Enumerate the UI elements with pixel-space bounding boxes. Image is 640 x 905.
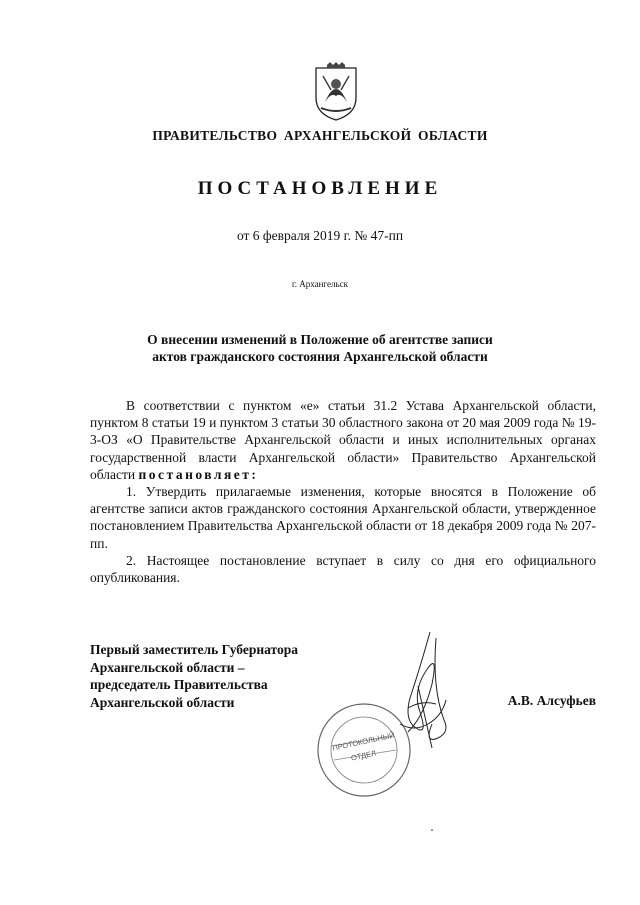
handwritten-signature [400, 632, 446, 748]
government-title: ПРАВИТЕЛЬСТВО АРХАНГЕЛЬСКОЙ ОБЛАСТИ [152, 128, 488, 143]
position-line: Первый заместитель Губернатора [90, 642, 298, 657]
signatory-name: А.В. Алсуфьев [507, 693, 596, 708]
intro-paragraph [90, 397, 596, 483]
document-city: г. Архангельск [292, 279, 348, 289]
document-type: ПОСТАНОВЛЕНИЕ [197, 178, 443, 199]
document-body [90, 397, 596, 586]
svg-text:ПРОТОКОЛЬНЫЙ: ПРОТОКОЛЬНЫЙ [331, 730, 396, 753]
coat-of-arms-emblem [313, 62, 359, 122]
position-line: председатель Правительства [90, 677, 268, 692]
subject-line-2: актов гражданского состояния Архангельской области [152, 349, 488, 364]
item-2-paragraph: 2. Настоящее постановление вступает в силу со дня его официального опубликования. [90, 552, 596, 586]
page-speck [431, 829, 433, 831]
signature-and-seal [312, 628, 452, 818]
subject-line-1: О внесении изменений в Положение об агентстве записи [147, 332, 493, 347]
position-line: Архангельской области [90, 694, 235, 710]
decrees-word: постановляет: [138, 466, 259, 482]
intro-text: В соответствии с пунктом «е» статьи 31.2 Устава Архангельской области, пунктом 8 статьи 19 и пунктом 3 статьи 30 областного закона от 20 мая 2009 года № 19-3-ОЗ «О Правительстве Архангельской области и иных исполнительных органах государственной власти Архангельской области» Правительство Архангельской области [90, 398, 596, 482]
seal-stamp [318, 704, 410, 796]
signatory-position [90, 641, 298, 711]
item-1-paragraph: 1. Утвердить прилагаемые изменения, которые вносятся в Положение об агентстве записи актов гражданского состояния Архангельской области, утвержденное постановлением Правительства Архангельской области от 18 декабря 2009 года № 207-пп. [90, 484, 596, 551]
document-date-number: от 6 февраля 2019 г. № 47-пп [236, 228, 404, 243]
position-line: Архангельской области – [90, 659, 245, 675]
document-subject [0, 331, 640, 365]
svg-text:ОТДЕЛ: ОТДЕЛ [350, 748, 377, 763]
